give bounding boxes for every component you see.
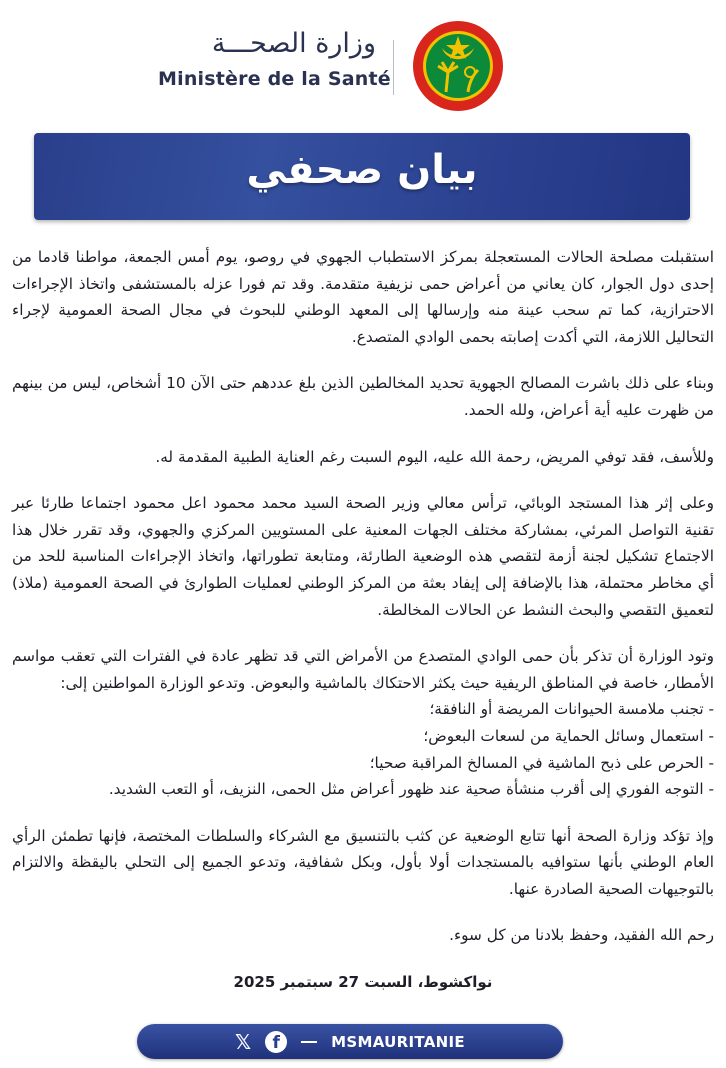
paragraph-contacts: وبناء على ذلك باشرت المصالح الجهوية تحديد المخالطين الذين بلغ عددهم حتى الآن 10 أشخاص، ليس من بينهم من ظهرت عليه أية أعراض، ولله الحمد. <box>12 374 714 419</box>
paragraph-incident: استقبلت مصلحة الحالات المستعجلة بمركز الاستطباب الجهوي في روصو، يوم أمس الجمعة، مواطنا قادما من إحدى دول الجوار، كان يعاني من أعراض حمى نزيفية متقدمة. وقد تم فورا عزله بالمستشفى واتخاذ الإجراءات الاحترازية، كما تم سحب عينة منه وإرسالها إلى المعهد الوطني للبحوث في مجال الصحة العمومية لإجراء التحاليل اللازمة، التي أكدت إصابته بحمى الوادي المتصدع. <box>12 248 714 346</box>
paragraph-closing: وإذ تؤكد وزارة الصحة أنها تتابع الوضعية عن كثب بالتنسيق مع الشركاء والسلطات المختصة، فإنها تطمئن الرأي العام الوطني بأنها ستوافيه بالمستجدات أولا بأول، وبكل شفافية، وتدعو الجميع إلى التحلي باليقظة والالتزام بالتوجيهات الصحية الصادرة عنها. <box>12 826 714 898</box>
header-divider <box>393 40 394 95</box>
press-release-body <box>12 244 714 969</box>
paragraph-emergency-meeting: وعلى إثر هذا المستجد الوبائي، ترأس معالي وزير الصحة السيد محمد محمود اعل محمود اجتماعا طارئا عبر تقنية التواصل المرئي، بمشاركة مختلف الجهات المعنية على المستويين المركزي والجهوي، وقد تقرر خلال هذا الاجتماع تشكيل لجنة أزمة لتقصي هذه الوضعية الطارئة، ومتابعة تطوراتها، واتخاذ الإجراءات المناسبة للحد من أي مخاطر محتملة، هذا بالإضافة إلى إيفاد بعثة من المركز الوطني لعمليات الطوارئ في الصحة العمومية (ملاذ) لتعميق التقصي والبحث النشط عن الحالات المخالطة. <box>12 494 714 619</box>
recommendation-item: - التوجه الفوري إلى أقرب منشأة صحية عند ظهور أعراض مثل الحمى، النزيف، أو التعب الشديد. <box>108 780 714 799</box>
recommendation-item: - الحرص على ذبح الماشية في المسالخ المراقبة صحيا؛ <box>369 753 714 772</box>
paragraph-disease-info: وتود الوزارة أن تذكر بأن حمى الوادي المتصدع من الأمراض التي قد تظهر عادة في الفترات التي تعقب مواسم الأمطار، خاصة في المناطق الريفية حيث يكثر الاحتكاك بالماشية والبعوض. وتدعو الوزارة المواطنين إلى: <box>12 647 714 692</box>
social-footer <box>137 1024 563 1059</box>
facebook-icon[interactable]: f <box>265 1031 287 1053</box>
separator-dash <box>301 1041 317 1043</box>
recommendations-list <box>12 696 714 802</box>
banner-title: بيان صحفي <box>246 147 478 193</box>
paragraph-prayer: رحم الله الفقيد، وحفظ بلادنا من كل سوء. <box>449 926 714 945</box>
press-release-banner <box>34 133 690 220</box>
recommendation-item: - تجنب ملامسة الحيوانات المريضة أو النافقة؛ <box>429 700 714 719</box>
ministry-name-french: Ministère de la Santé <box>158 68 391 90</box>
place-and-date: نواكشوط، السبت 27 سبتمبر 2025 <box>233 973 493 991</box>
recommendation-item: - استعمال وسائل الحماية من لسعات البعوض؛ <box>423 726 714 745</box>
social-handle: MSMAURITANIE <box>331 1032 465 1051</box>
header <box>0 0 726 125</box>
paragraph-death: وللأسف، فقد توفي المريض، رحمة الله عليه، اليوم السبت رغم العناية الطبية المقدمة له. <box>155 447 714 466</box>
ministry-name-arabic: وزارة الصحـــة <box>211 28 376 59</box>
x-twitter-icon[interactable]: 𝕏 <box>235 1029 252 1054</box>
mauritania-emblem-icon <box>412 20 504 112</box>
